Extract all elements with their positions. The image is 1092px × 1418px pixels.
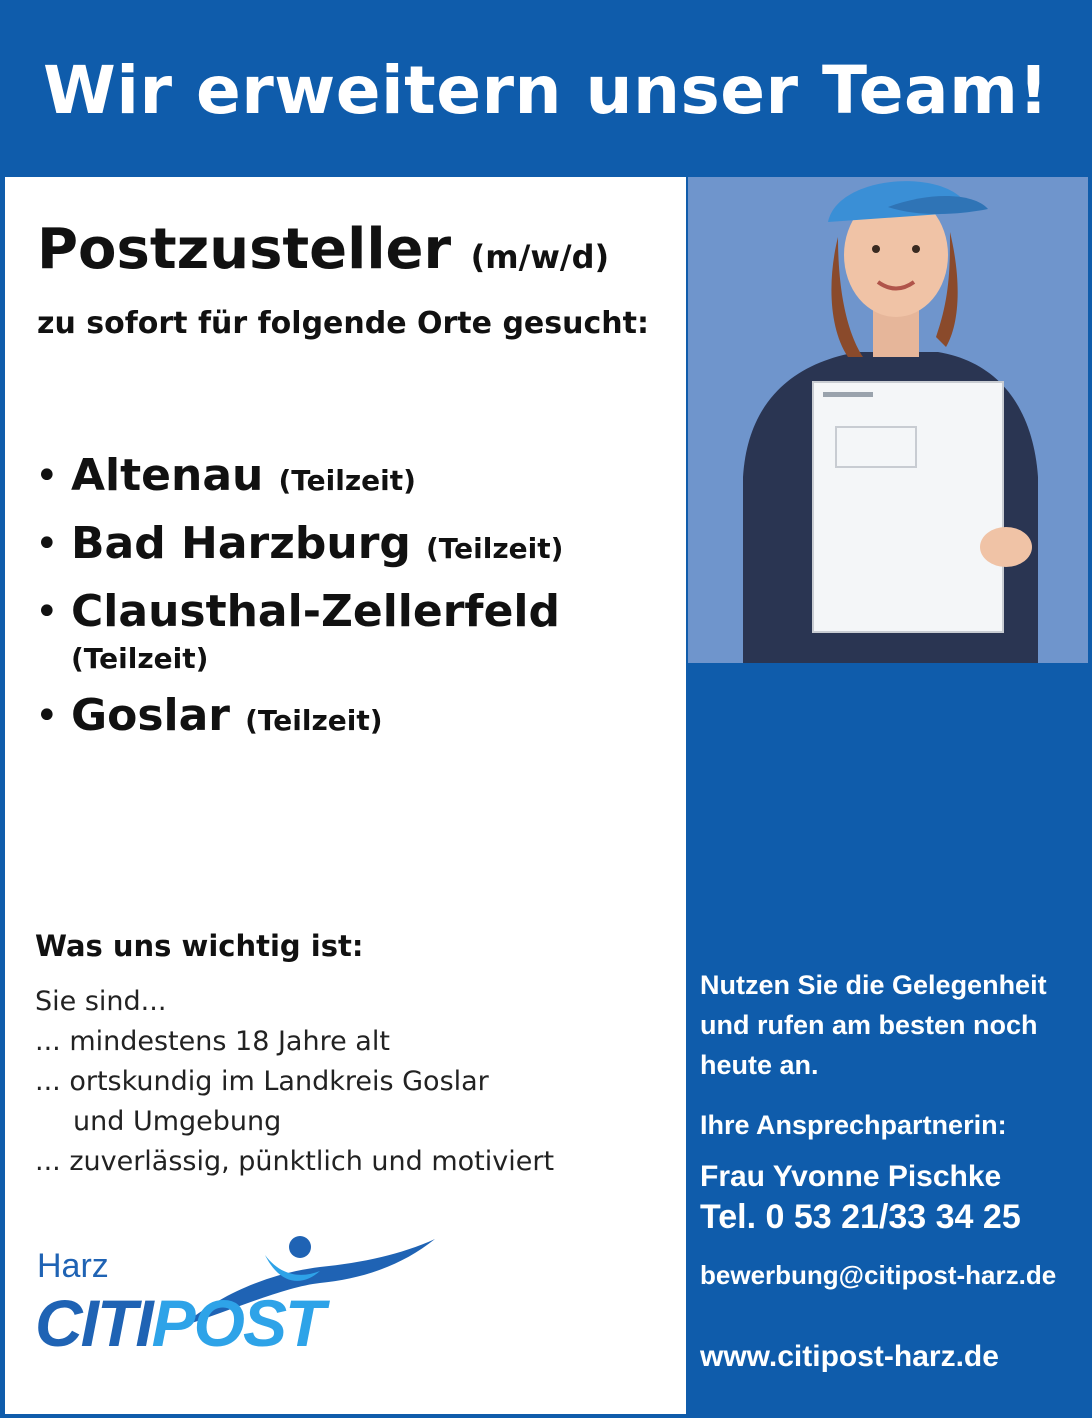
list-item <box>35 687 563 745</box>
logo-brand-part2: POST <box>151 1286 324 1360</box>
logo-brand <box>35 1285 323 1361</box>
list-item: ... mindestens 18 Jahre alt <box>35 1026 390 1057</box>
gender-note: (m/w/d) <box>470 238 610 276</box>
employment-type: (Teilzeit) <box>71 642 209 675</box>
location-city: Clausthal-Zellerfeld <box>71 586 560 637</box>
contact-phone-link[interactable]: Tel. 0 53 21/33 34 25 <box>700 1198 1021 1236</box>
logo-brand-part1: CITI <box>35 1286 152 1360</box>
job-details-panel <box>5 177 686 1414</box>
bullet: • <box>35 453 59 499</box>
job-title <box>37 217 609 282</box>
job-intro: zu sofort für folgende Orte gesucht: <box>37 306 649 341</box>
location-list <box>35 447 563 755</box>
requirement-continuation: und Umgebung <box>73 1106 282 1137</box>
headline: Wir erweitern unser Team! <box>43 52 1049 129</box>
bullet: • <box>35 589 59 635</box>
bullet: • <box>35 521 59 567</box>
employment-type: (Teilzeit) <box>278 464 416 497</box>
list-item <box>35 515 563 573</box>
requirements-heading: Was uns wichtig ist: <box>35 929 364 963</box>
list-item <box>35 1062 554 1142</box>
call-to-action: Nutzen Sie die Gelegenheit und rufen am besten noch heute an. <box>700 970 1047 1080</box>
bullet: • <box>35 693 59 739</box>
list-item: ... zuverlässig, pünktlich und motiviert <box>35 1146 555 1177</box>
location-city: Goslar <box>71 690 231 741</box>
requirements-lead: Sie sind... <box>35 986 167 1017</box>
postwoman-illustration <box>688 177 1088 663</box>
location-city: Bad Harzburg <box>71 518 411 569</box>
requirement-text: ... ortskundig im Landkreis Goslar <box>35 1066 489 1097</box>
requirements-list <box>35 982 554 1182</box>
list-item <box>35 447 563 505</box>
employment-type: (Teilzeit) <box>425 532 564 565</box>
contact-label: Ihre Ansprechpartnerin: <box>700 1110 1007 1140</box>
list-item <box>35 583 563 677</box>
employment-type: (Teilzeit) <box>245 704 383 737</box>
contact-email-link[interactable]: bewerbung@citipost-harz.de <box>700 1260 1057 1290</box>
contact-name: Frau Yvonne Pischke <box>700 1160 1002 1193</box>
contact-panel <box>688 670 1088 1414</box>
job-title-text: Postzusteller <box>37 217 452 282</box>
logo-region: Harz <box>37 1247 109 1285</box>
website-link[interactable]: www.citipost-harz.de <box>700 1340 999 1373</box>
employee-photo <box>688 177 1088 663</box>
location-city: Altenau <box>71 450 264 501</box>
